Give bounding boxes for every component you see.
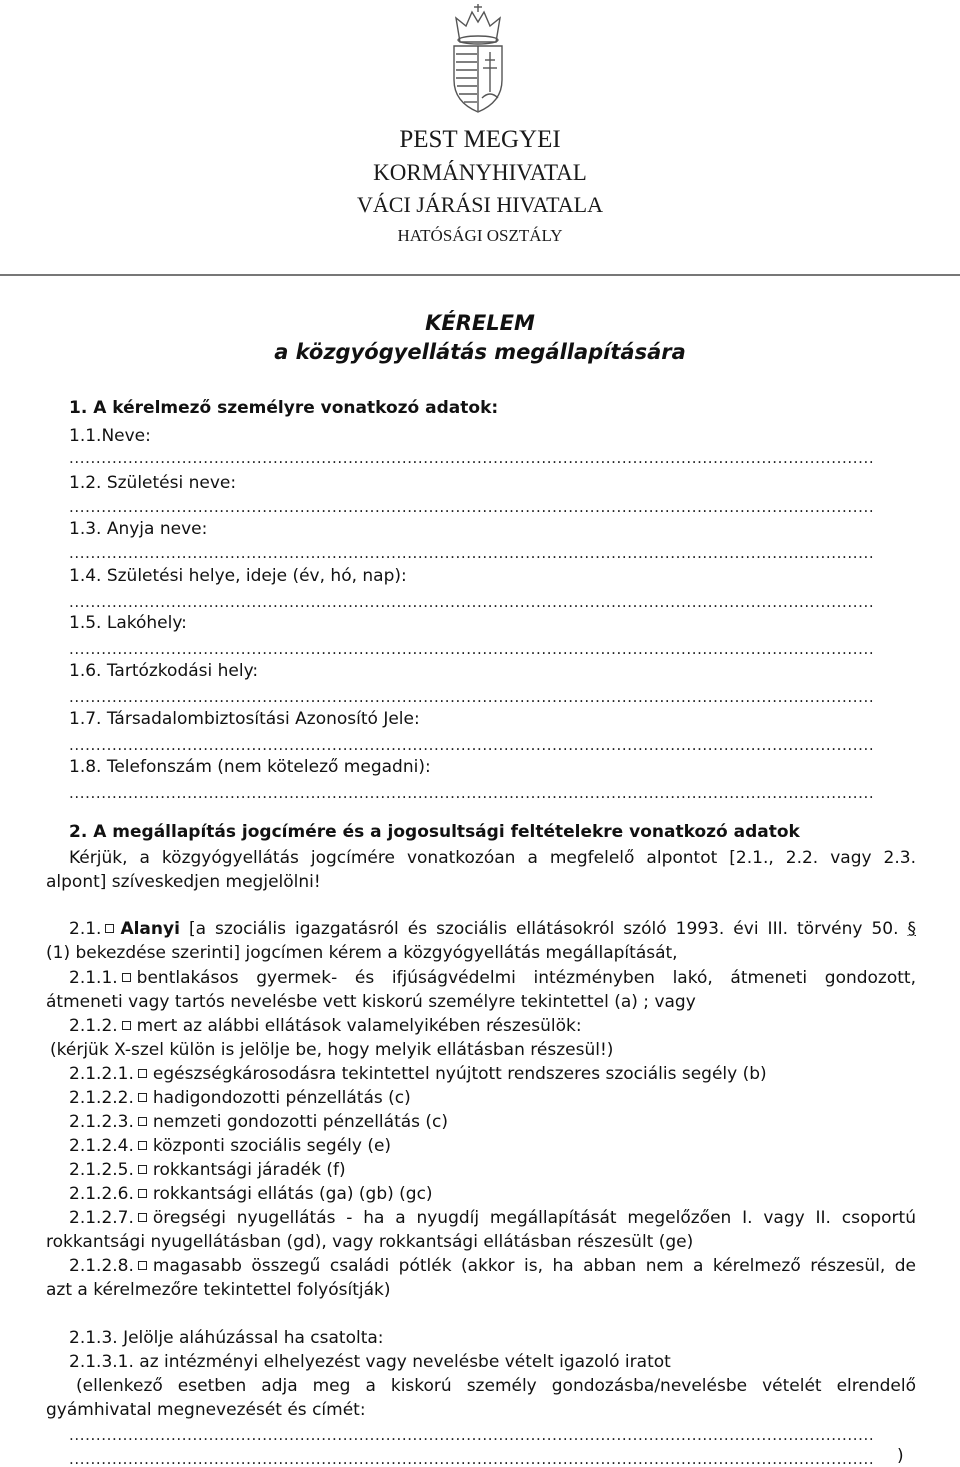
item-2-1-2-2: [69, 1087, 411, 1109]
item-text: az intézményi elhelyezést vagy nevelésbe vételt igazoló iratot: [139, 1352, 671, 1372]
item-number: 2.1.2.7.: [69, 1208, 134, 1228]
item-number: 2.1.2.8.: [69, 1256, 134, 1276]
item-2-1-1-line1: [69, 967, 916, 989]
field-input-name[interactable]: ......................................................................................................................................................: [69, 450, 875, 466]
section2-heading: 2. A megállapítás jogcímére és a jogosultsági feltételekre vonatkozó adatok: [69, 822, 800, 842]
item-number: 2.1.3.1.: [69, 1352, 134, 1372]
guardianship-note-line1: (ellenkező esetben adja meg a kiskorú személy gondozásba/nevelésbe vételét elrendelő: [76, 1376, 916, 1396]
item-text: magasabb összegű családi pótlék (akkor is, ha abban nem a kérelmező részesül, de: [152, 1256, 916, 1276]
section2-intro-line1: Kérjük, a közgyógyellátás jogcímére vonatkozóan a megfelelő alpontot [2.1., 2.2. vagy 2.3.: [69, 848, 916, 868]
item-number: 2.1.2.1.: [69, 1064, 134, 1084]
item-text: öregségi nyugellátás - ha a nyugdíj megállapítását megelőzően I. vagy II. csoportú: [152, 1208, 916, 1228]
item-2-1-2-7-line1: [69, 1207, 916, 1229]
item-checkbox[interactable]: [138, 1213, 147, 1222]
office-name-line1: PEST MEGYEI: [399, 126, 561, 153]
item-2-1-checkbox[interactable]: [105, 924, 114, 933]
item-checkbox[interactable]: [138, 1093, 147, 1102]
field-input-residence[interactable]: ......................................................................................................................................................: [69, 641, 875, 657]
item-text: hadigondozotti pénzellátás (c): [152, 1088, 411, 1108]
form-subtitle: a közgyógyellátás megállapítására: [274, 340, 686, 364]
item-text: egészségkárosodásra tekintettel nyújtott rendszeres szociális segély (b): [152, 1064, 767, 1084]
item-text: Jelölje aláhúzással ha csatolta:: [123, 1328, 384, 1348]
item-text: rokkantsági ellátás (ga) (gb) (gc): [152, 1184, 433, 1204]
item-2-1-1-text: bentlakásos gyermek- és ifjúságvédelmi intézményben lakó, átmeneti gondozott,: [136, 968, 916, 988]
item-2-1-2-6: [69, 1183, 433, 1205]
item-2-1-3: [69, 1327, 384, 1349]
item-text: központi szociális segély (e): [152, 1136, 392, 1156]
item-number: 2.1.2.4.: [69, 1136, 134, 1156]
item-text: rokkantsági járadék (f): [152, 1160, 346, 1180]
field-label-taj-number: 1.7. Társadalombiztosítási Azonosító Jele:: [69, 709, 420, 729]
item-2-1-2-8-line1: [69, 1255, 916, 1277]
office-name-line2: KORMÁNYHIVATAL: [373, 160, 587, 185]
item-checkbox[interactable]: [138, 1141, 147, 1150]
item-number: 2.1.2.6.: [69, 1184, 134, 1204]
field-label-mother-name: 1.3. Anyja neve:: [69, 519, 208, 539]
section2-intro-line2: alpont] szíveskedjen megjelölni!: [46, 872, 321, 892]
field-label-phone: 1.8. Telefonszám (nem kötelező megadni):: [69, 757, 431, 777]
item-number: 2.1.2.5.: [69, 1160, 134, 1180]
item-checkbox[interactable]: [138, 1165, 147, 1174]
item-2-1-2-note: (kérjük X-szel külön is jelölje be, hogy melyik ellátásban részesül!): [50, 1040, 614, 1060]
item-2-1-2-checkbox[interactable]: [122, 1021, 131, 1030]
item-2-1-2-1: [69, 1063, 767, 1085]
field-label-birth-name: 1.2. Születési neve:: [69, 473, 237, 493]
item-number: 2.1.2.2.: [69, 1088, 134, 1108]
item-2-1-2-5: [69, 1159, 346, 1181]
field-input-birth-place-date[interactable]: ......................................................................................................................................................: [69, 594, 875, 610]
item-2-1-1-number: 2.1.1.: [69, 968, 118, 988]
item-2-1-line2: (1) bekezdése szerinti] jogcímen kérem a közgyógyellátás megállapítását,: [46, 943, 678, 963]
item-checkbox[interactable]: [138, 1261, 147, 1270]
coat-of-arms-emblem: [446, 2, 510, 114]
field-input-mother-name[interactable]: ......................................................................................................................................................: [69, 545, 875, 561]
item-2-1-bold-label: Alanyi: [120, 919, 180, 939]
form-title: KÉRELEM: [425, 311, 535, 335]
item-number: 2.1.2.3.: [69, 1112, 134, 1132]
item-checkbox[interactable]: [138, 1117, 147, 1126]
item-2-1-2-7-line2: rokkantsági nyugellátásban (gd), vagy rokkantsági ellátásban részesült (ge): [46, 1232, 694, 1252]
dots-fill: ......................................................................................................................................................: [69, 1451, 875, 1467]
item-2-1-1-checkbox[interactable]: [122, 973, 131, 982]
field-input-taj-number[interactable]: ......................................................................................................................................................: [69, 737, 875, 753]
item-checkbox[interactable]: [138, 1189, 147, 1198]
item-2-1-1-line2: átmeneti vagy tartós nevelésbe vett kiskorú személyre tekintettel (a) ; vagy: [46, 992, 696, 1012]
item-text: nemzeti gondozotti pénzellátás (c): [152, 1112, 449, 1132]
field-label-birth-place-date: 1.4. Születési helye, ideje (év, hó, nap):: [69, 566, 407, 586]
department-name: HATÓSÁGI OSZTÁLY: [397, 226, 563, 245]
closing-paren: ): [897, 1446, 904, 1466]
field-label-residence: 1.5. Lakóhely:: [69, 613, 187, 633]
field-input-guardianship-2[interactable]: [69, 1451, 894, 1467]
item-2-1-line1: [69, 918, 916, 940]
guardianship-note-line2: gyámhivatal megnevezését és címét:: [46, 1400, 366, 1420]
item-2-1-2-3: [69, 1111, 448, 1133]
item-2-1-2-8-line2: azt a kérelmezőre tekintettel folyósítják): [46, 1280, 391, 1300]
item-2-1-2-4: [69, 1135, 391, 1157]
item-2-1-3-1: [69, 1351, 671, 1373]
field-label-name: 1.1.Neve:: [69, 426, 151, 446]
section-sign: §: [907, 919, 916, 939]
field-input-phone[interactable]: ......................................................................................................................................................: [69, 785, 875, 801]
item-2-1-text: [a szociális igazgatásról és szociális ellátásokról szóló 1993. évi III. törvény 50.: [188, 919, 899, 939]
field-input-guardianship-1[interactable]: ......................................................................................................................................................: [69, 1427, 875, 1443]
field-input-birth-name[interactable]: ......................................................................................................................................................: [69, 499, 875, 515]
item-2-1-2-number: 2.1.2.: [69, 1016, 118, 1036]
item-2-1-2-text: mert az alábbi ellátások valamelyikében részesülök:: [136, 1016, 582, 1036]
field-input-stay-address[interactable]: ......................................................................................................................................................: [69, 689, 875, 705]
item-2-1-number: 2.1.: [69, 919, 102, 939]
section1-heading: 1. A kérelmező személyre vonatkozó adatok:: [69, 398, 499, 418]
item-2-1-2: [69, 1015, 582, 1037]
item-number: 2.1.3.: [69, 1328, 118, 1348]
header-divider: [0, 274, 960, 276]
field-label-stay-address: 1.6. Tartózkodási hely:: [69, 661, 259, 681]
item-checkbox[interactable]: [138, 1069, 147, 1078]
office-name-line3: VÁCI JÁRÁSI HIVATALA: [357, 192, 603, 217]
